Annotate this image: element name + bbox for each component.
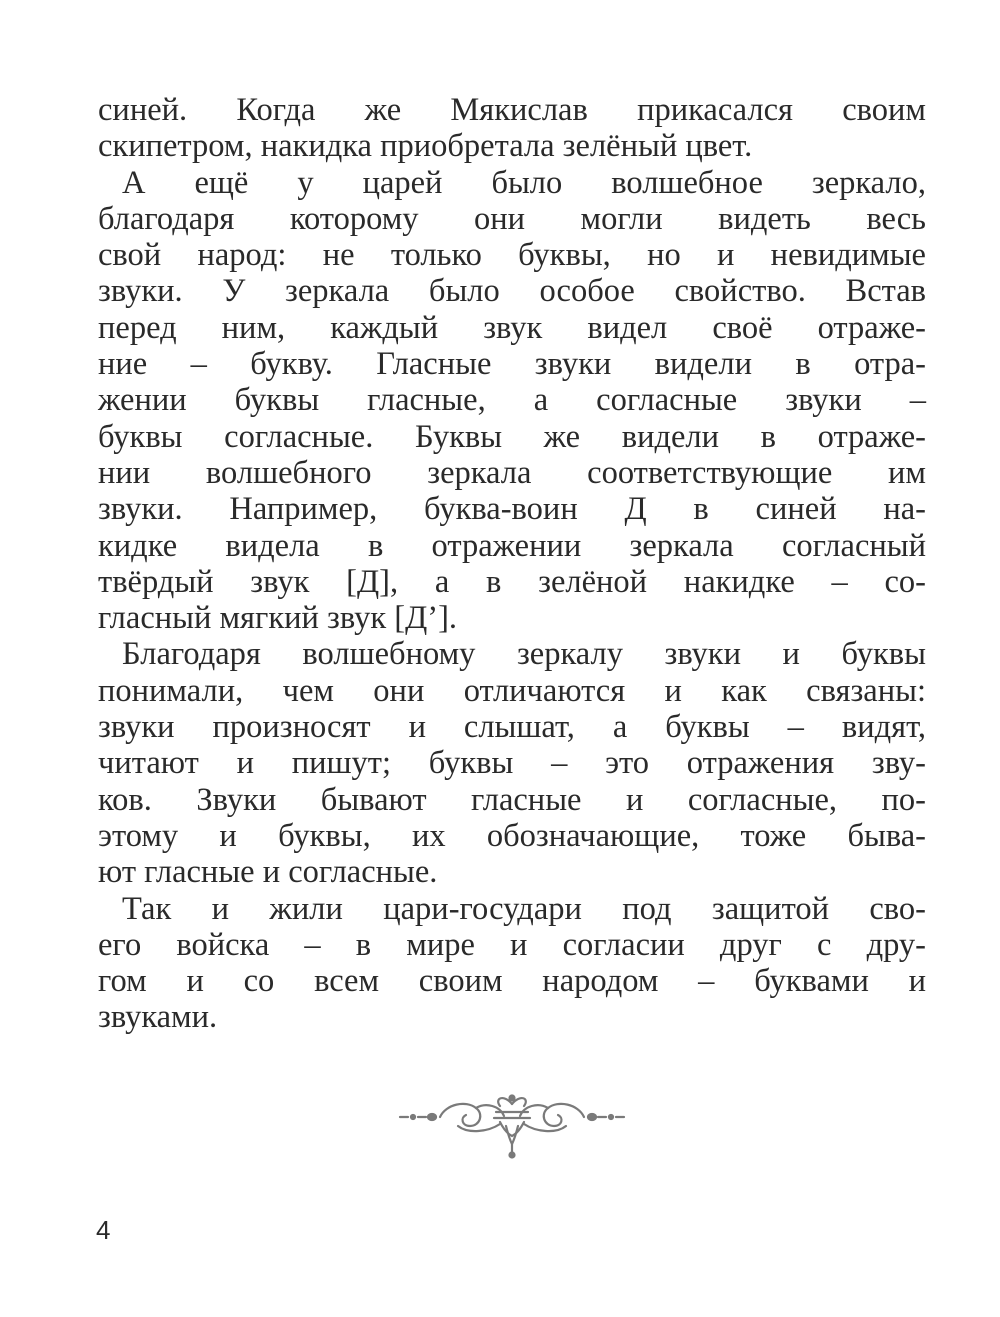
paragraph-first-line: А ещё у царей было волшебное зеркало, [122,164,926,201]
text-line: жении буквы гласные, а согласные звуки – [98,382,926,419]
text-line: ние – букву. Гласные звуки видели в отра- [98,346,926,383]
text-line: благодаря которому они могли видеть весь [98,200,926,237]
text-line: синей. Когда же Мякислав прикасался своим [98,92,926,128]
text-line: гласный мягкий звук [Д’]. [98,600,458,637]
text-line: кидке видела в отражении зеркала согласный [98,527,926,564]
text-line: ков. Звуки бывают гласные и согласные, по- [98,781,926,818]
text-line: его войска – в мире и согласии друг с дру- [98,926,926,963]
text-line: буквы согласные. Буквы же видели в отраже- [98,418,926,455]
text-line: звуки произносят и слышат, а буквы – видят, [98,709,926,746]
vignette-flourish-icon [396,1090,628,1160]
text-line: гом и со всем своим народом – буквами и [98,963,926,1000]
paragraph-first-line: Так и жили цари-государи под защитой сво- [122,890,926,927]
text-line: ют гласные и согласные. [98,854,438,891]
text-line: перед ним, каждый звук видел своё отраже- [98,309,926,346]
text-line: скипетром, накидка приобретала зелёный цвет. [98,128,753,165]
text-line: этому и буквы, их обозначающие, тоже быва- [98,817,926,854]
text-line: звуки. У зеркала было особое свойство. Встав [98,273,926,310]
text-line: свой народ: не только буквы, но и невидимые [98,237,926,274]
text-line: твёрдый звук [Д], а в зелёной накидке – со- [98,563,926,600]
text-line: звуками. [98,999,218,1036]
page-number: 4 [96,1215,111,1245]
story-text [98,92,926,1036]
text-line: понимали, чем они отличаются и как связаны: [98,672,926,709]
text-line: читают и пишут; буквы – это отражения зву- [98,745,926,782]
paragraph-first-line: Благодаря волшебному зеркалу звуки и буквы [122,636,926,673]
text-line: звуки. Например, буква-воин Д в синей на- [98,491,926,528]
text-line: нии волшебного зеркала соответствующие им [98,454,926,491]
